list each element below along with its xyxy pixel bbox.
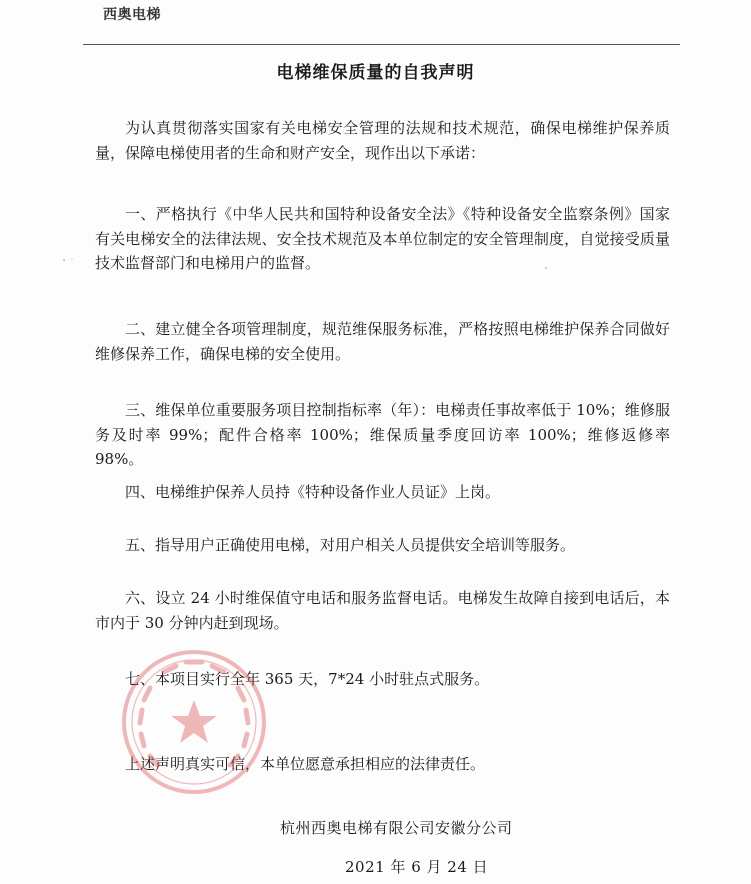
commitment-1: 一、严格执行《中华人民共和国特种设备安全法》《特种设备安全监察条例》国家有关电梯安全的法律法规、安全技术规范及本单位制定的安全管理制度，自觉接受质量技术监督部门和电梯用户的监督。 xyxy=(95,205,670,272)
commitment-4: 四、电梯维护保养人员持《特种设备作业人员证》上岗。 xyxy=(125,483,501,501)
commitment-7: 七、本项目实行全年 365 天，7*24 小时驻点式服务。 xyxy=(125,670,490,688)
scan-speck xyxy=(60,255,80,265)
commitment-6: 六、设立 24 小时维保值守电话和服务监督电话。电梯发生故障自接到电话后，本市内于 30 分钟内赶到现场。 xyxy=(95,589,670,632)
signature-company: 杭州西奥电梯有限公司安徽分公司 xyxy=(280,819,513,837)
signature-date: 2021 年 6 月 24 日 xyxy=(345,858,489,876)
commitment-5: 五、指导用户正确使用电梯，对用户相关人员提供安全培训等服务。 xyxy=(125,536,576,554)
company-logo: 西奥电梯 xyxy=(103,7,161,23)
commitment-2: 二、建立健全各项管理制度，规范维保服务标准，严格按照电梯维护保养合同做好维修保养工作，确保电梯的安全使用。 xyxy=(95,320,670,363)
header-divider xyxy=(83,44,680,45)
star-icon xyxy=(171,700,217,743)
declaration-paragraph: 上述声明真实可信，本单位愿意承担相应的法律责任。 xyxy=(125,755,486,773)
intro-paragraph: 为认真贯彻落实国家有关电梯安全管理的法规和技术规范，确保电梯维护保养质量，保障电梯使用者的生命和财产安全，现作出以下承诺： xyxy=(95,119,670,162)
commitment-3: 三、维保单位重要服务项目控制指标率（年）：电梯责任事故率低于 10%；维修服务及时率 99%；配件合格率 100%；维保质量季度回访率 100%；维修返修率 98%。 xyxy=(95,401,670,468)
document-title: 电梯维保质量的自我声明 xyxy=(276,63,475,83)
